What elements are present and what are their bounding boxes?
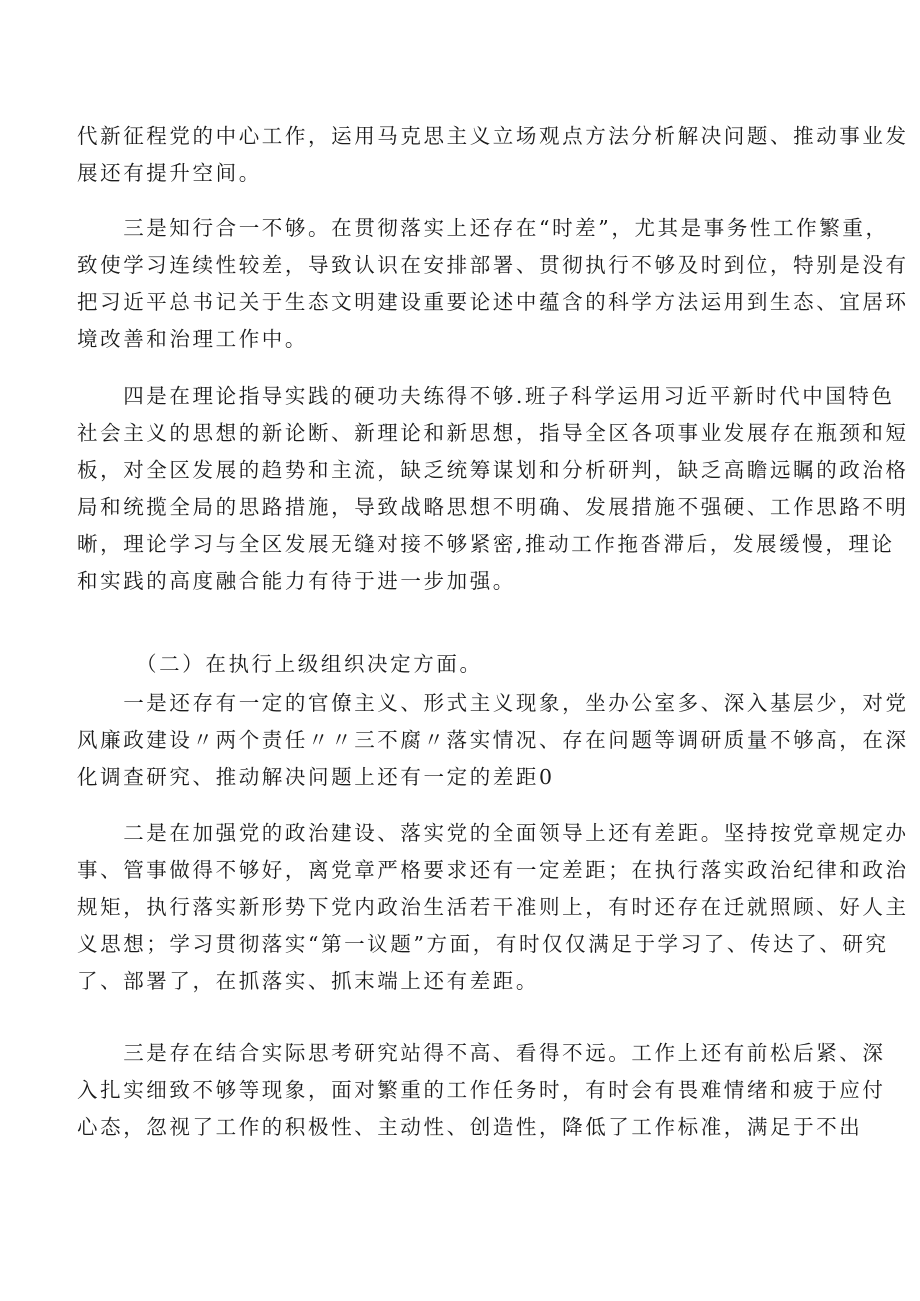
text-line: 三是知行合一不够。在贯彻落实上还存在“时差”，尤其是事务性工作繁重，	[77, 216, 889, 240]
text-line: 入扎实细致不够等现象，面对繁重的工作任务时，有时会有畏难情绪和疲于应付	[77, 1078, 886, 1102]
section-heading-text: （二）在执行上级组织决定方面。	[77, 652, 483, 676]
text-line: 规矩，执行落实新形势下党内政治生活若干准则上，有时还存在迁就照顾、好人主	[77, 895, 909, 919]
text-line: 一是还存有一定的官僚主义、形式主义现象，坐办公室多、深入基层少，对党	[77, 691, 909, 715]
text-line: 三是存在结合实际思考研究站得不高、看得不远。工作上还有前松后紧、深	[77, 1041, 886, 1065]
text-line: 把习近平总书记关于生态文明建设重要论述中蕴含的科学方法运用到生态、宜居环	[77, 290, 909, 314]
paragraph-6	[77, 815, 909, 1000]
text-line: 义思想；学习贯彻落实“第一议题”方面，有时仅仅满足于学习了、传达了、研究	[77, 932, 889, 956]
text-line: 境改善和治理工作中。	[77, 327, 308, 351]
paragraph-3	[77, 378, 909, 600]
paragraph-7	[77, 1035, 886, 1146]
paragraph-2	[77, 210, 909, 358]
text-line: 心态，忽视了工作的积极性、主动性、创造性，降低了工作标准，满足于不出	[77, 1115, 863, 1139]
paragraph-1	[77, 118, 909, 192]
text-line: 展还有提升空间。	[77, 161, 262, 185]
text-line: 了、部署了，在抓落实、抓末端上还有差距。	[77, 969, 539, 993]
text-line: 四是在理论指导实践的硬功夫练得不够.班子科学运用习近平新时代中国特色	[77, 384, 895, 408]
text-line: 事、管事做得不够好，离党章严格要求还有一定差距；在执行落实政治纪律和政治	[77, 858, 909, 882]
text-line: 局和统揽全局的思路措施，导致战略思想不明确、发展措施不强硬、工作思路不明	[77, 495, 909, 519]
text-line: 社会主义的思想的新论断、新理论和新思想，指导全区各项事业发展存在瓶颈和短	[77, 421, 909, 445]
text-line: 和实践的高度融合能力有待于进一步加强。	[77, 569, 516, 593]
section-heading	[77, 646, 867, 683]
text-line: 致使学习连续性较差，导致认识在安排部署、贯彻执行不够及时到位，特别是没有	[77, 253, 909, 277]
text-line: 晰，理论学习与全区发展无缝对接不够紧密,推动工作拖沓滞后，发展缓慢，理论	[77, 532, 895, 556]
text-line: 板，对全区发展的趋势和主流，缺乏统筹谋划和分析研判，缺乏高瞻远瞩的政治格	[77, 458, 909, 482]
text-line: 风廉政建设〃两个责任〃〃三不腐〃落实情况、存在问题等调研质量不够高，在深	[77, 728, 909, 752]
paragraph-5	[77, 685, 909, 796]
text-line: 二是在加强党的政治建设、落实党的全面领导上还有差距。坚持按党章规定办	[77, 821, 909, 845]
text-line: 代新征程党的中心工作，运用马克思主义立场观点方法分析解决问题、推动事业发	[77, 124, 909, 148]
text-line: 化调查研究、推动解决问题上还有一定的差距0	[77, 765, 555, 789]
